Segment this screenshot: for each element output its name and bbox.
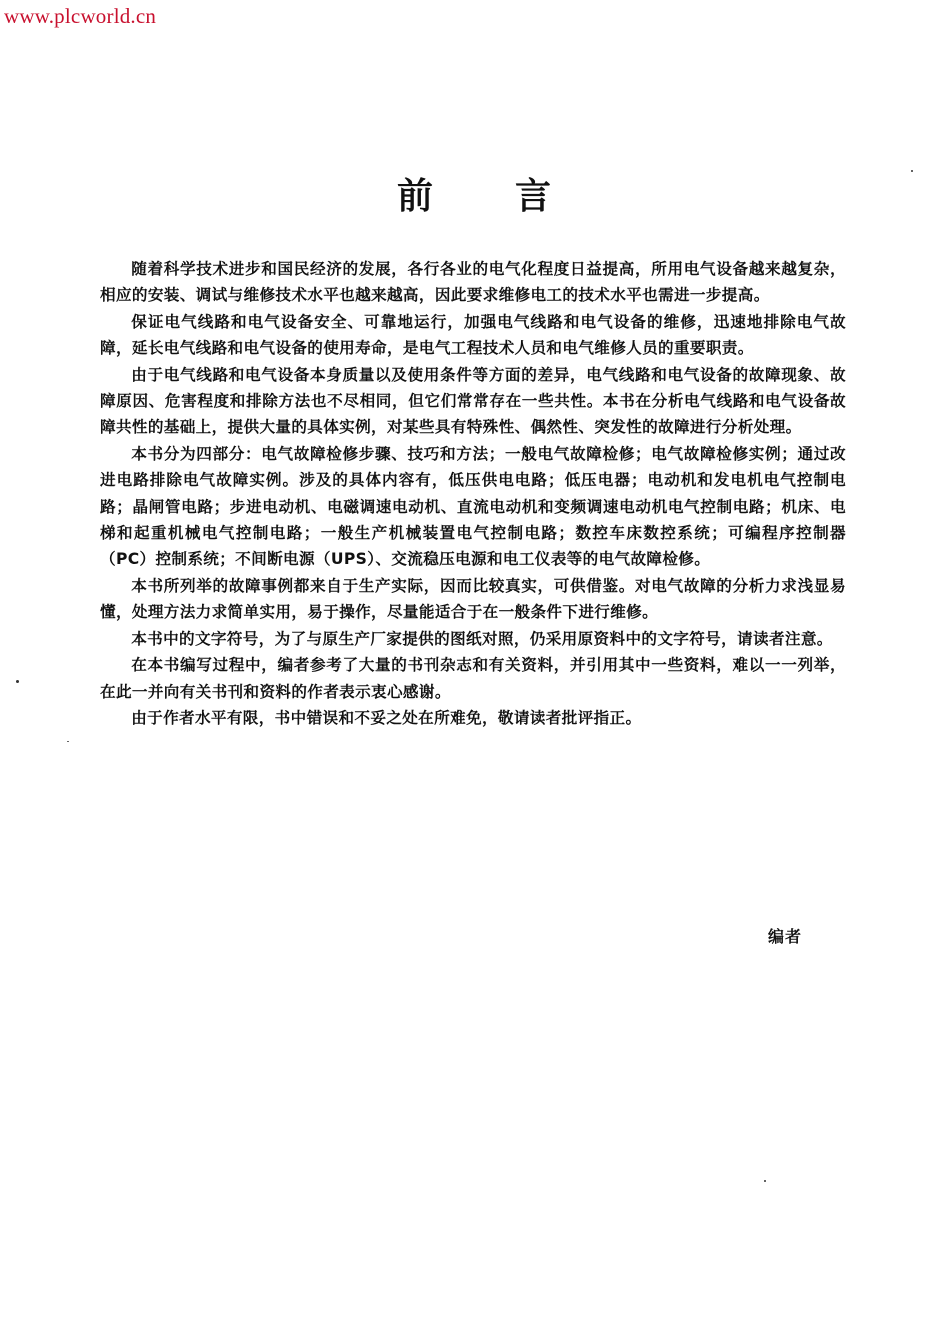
paragraph-7: 在本书编写过程中，编者参考了大量的书刊杂志和有关资料，并引用其中一些资料，难以一一列举，在此一并向有关书刊和资料的作者表示衷心感谢。 [100,656,846,701]
page-title-char-2: 言 [515,175,554,217]
paragraph-6: 本书中的文字符号，为了与原生产厂家提供的图纸对照，仍采用原资料中的文字符号，请读者注意。 [131,629,833,648]
author-signature: 编者 [768,927,803,946]
preface-body [100,256,846,731]
paragraph-8: 由于作者水平有限，书中错误和不妥之处在所难免，敬请读者批评指正。 [131,708,642,727]
page-title-char-1: 前 [396,175,435,217]
paragraph-2: 保证电气线路和电气设备安全、可靠地运行，加强电气线路和电气设备的维修，迅速地排除电气故障，延长电气线路和电气设备的使用寿命，是电气工程技术人员和电气维修人员的重要职责。 [100,312,846,358]
watermark-url: www.plcworld.cn [4,4,157,28]
page-title [0,168,950,219]
paragraph-5: 本书所列举的故障事例都来自于生产实际，因而比较真实，可供借鉴。对电气故障的分析力求浅显易懂，处理方法力求简单实用，易于操作，尽量能适合于在一般条件下进行维修。 [100,576,846,622]
paragraph-1: 随着科学技术进步和国民经济的发展，各行各业的电气化程度日益提高，所用电气设备越来越复杂，相应的安装、调试与维修技术水平也越来越高，因此要求维修电工的技术水平也需进一步提高。 [100,260,846,305]
scan-speck [16,680,19,683]
scan-speck [764,1180,766,1182]
scan-speck [67,741,69,742]
paragraph-4: 本书分为四部分：电气故障检修步骤、技巧和方法；一般电气故障检修；电气故障检修实例；通过改进电路排除电气故障实例。涉及的具体内容有，低压供电电路；低压电器；电动机和发电机电气控制电路；晶闸管电路；步进电动机、电磁调速电动机、直流电动机和变频调速电动机电气控制电路；机床、电梯和起重机械电气控制电路；一般生产机械装置电气控制电路；数控车床数控系统；可编程序控制器（PC）控制系统；不间断电源（UPS）、交流稳压电源和电工仪表等的电气故障检修。 [100,444,846,569]
paragraph-3: 由于电气线路和电气设备本身质量以及使用条件等方面的差异，电气线路和电气设备的故障现象、故障原因、危害程度和排除方法也不尽相同，但它们常常存在一些共性。本书在分析电气线路和电气设备故障共性的基础上，提供大量的具体实例，对某些具有特殊性、偶然性、突发性的故障进行分析处理。 [100,365,846,437]
scan-speck [911,170,913,172]
